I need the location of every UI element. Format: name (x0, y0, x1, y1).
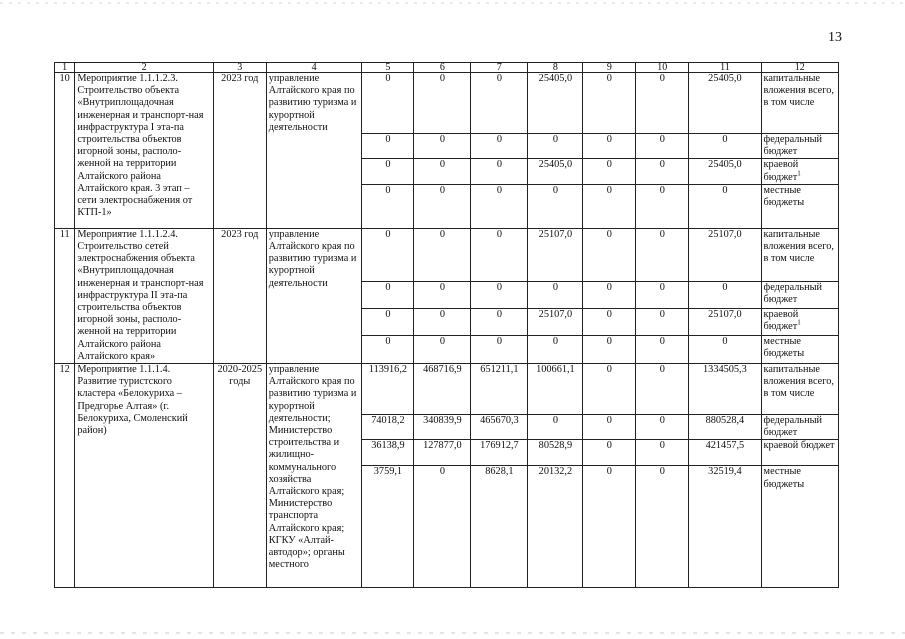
amount-cell-10: 0 (636, 159, 689, 184)
column-header: 4 (266, 63, 362, 73)
row-number-cell: 12 (55, 364, 75, 588)
amount-cell-9: 0 (583, 309, 636, 336)
column-header: 10 (636, 63, 689, 73)
column-header: 5 (362, 63, 414, 73)
amount-cell-5: 113916,2 (362, 364, 414, 415)
amount-cell-11: 1334505,3 (689, 364, 761, 415)
amount-cell-6: 0 (414, 466, 471, 588)
amount-cell-6: 468716,9 (414, 364, 471, 415)
column-header: 7 (471, 63, 528, 73)
amount-cell-5: 0 (362, 184, 414, 228)
amount-cell-6: 0 (414, 228, 471, 281)
executor-cell: управление Алтайского края по развитию туризма и курортной деятельности; Министерство строительства и жилищно-коммунального хозяйства Алтайского края; Министерство транспорта Алтайского края; КГКУ «Алтай-автодор»; органы местного (266, 364, 362, 588)
amount-cell-9: 0 (583, 336, 636, 364)
funding-source-cell (761, 228, 838, 281)
amount-cell-11: 32519,4 (689, 466, 761, 588)
amount-cell-8: 80528,9 (528, 440, 583, 466)
amount-cell-11: 0 (689, 134, 761, 159)
amount-cell-8: 0 (528, 134, 583, 159)
column-header: 12 (761, 63, 838, 73)
amount-cell-8: 0 (528, 282, 583, 309)
amount-cell-7: 465670,3 (471, 415, 528, 440)
funding-source-label: местные бюджеты (763, 184, 805, 209)
amount-cell-6: 0 (414, 73, 471, 134)
funding-source-cell (761, 364, 838, 415)
funding-source-label: краевой бюджет (763, 440, 835, 452)
amount-cell-9: 0 (583, 134, 636, 159)
row-number-cell: 10 (55, 73, 75, 229)
event-name-cell: Мероприятие 1.1.1.2.3. Строительство объекта «Внутриплощадочная инженерная и транспорт-ная инфраструктура I эта-па строительства объектов игорной зоны, располо-женной на территории Алтайского района Алтайского края. 3 этап – сети электроснабжения от КТП-1» (75, 73, 213, 229)
executor-cell: управление Алтайского края по развитию туризма и курортной деятельности (266, 228, 362, 363)
amount-cell-6: 0 (414, 159, 471, 184)
table-row (55, 364, 839, 415)
amount-cell-11: 25405,0 (689, 73, 761, 134)
page-number: 13 (828, 30, 842, 45)
amount-cell-9: 0 (583, 184, 636, 228)
funding-source-cell (761, 336, 838, 364)
funding-source-label: капитальные вложения всего, в том числе (763, 364, 834, 400)
table-row (55, 228, 839, 281)
amount-cell-6: 127877,0 (414, 440, 471, 466)
amount-cell-9: 0 (583, 73, 636, 134)
amount-cell-5: 0 (362, 228, 414, 281)
amount-cell-5: 0 (362, 282, 414, 309)
amount-cell-9: 0 (583, 415, 636, 440)
amount-cell-9: 0 (583, 440, 636, 466)
amount-cell-8: 25405,0 (528, 159, 583, 184)
amount-cell-5: 0 (362, 309, 414, 336)
years-cell: 2020-2025 годы (213, 364, 266, 588)
amount-cell-6: 0 (414, 184, 471, 228)
amount-cell-7: 0 (471, 336, 528, 364)
funding-source-label: местные бюджеты (763, 466, 805, 490)
amount-cell-8: 25405,0 (528, 73, 583, 134)
amount-cell-6: 0 (414, 336, 471, 364)
amount-cell-7: 8628,1 (471, 466, 528, 588)
amount-cell-8: 0 (528, 336, 583, 364)
funding-source-label: капитальные вложения всего, в том числе (763, 228, 834, 265)
amount-cell-7: 651211,1 (471, 364, 528, 415)
amount-cell-8: 0 (528, 415, 583, 440)
funding-source-label: краевой бюджет (763, 159, 799, 183)
amount-cell-10: 0 (636, 415, 689, 440)
amount-cell-9: 0 (583, 364, 636, 415)
funding-source-cell (761, 440, 838, 466)
amount-cell-5: 36138,9 (362, 440, 414, 466)
amount-cell-11: 0 (689, 282, 761, 309)
amount-cell-9: 0 (583, 228, 636, 281)
amount-cell-11: 880528,4 (689, 415, 761, 440)
amount-cell-10: 0 (636, 73, 689, 134)
amount-cell-8: 20132,2 (528, 466, 583, 588)
amount-cell-10: 0 (636, 228, 689, 281)
amount-cell-6: 0 (414, 282, 471, 309)
amount-cell-7: 0 (471, 282, 528, 309)
amount-cell-7: 0 (471, 73, 528, 134)
amount-cell-8: 25107,0 (528, 309, 583, 336)
amount-cell-11: 0 (689, 184, 761, 228)
amount-cell-9: 0 (583, 282, 636, 309)
executor-cell: управление Алтайского края по развитию туризма и курортной деятельности (266, 73, 362, 229)
column-header: 11 (689, 63, 761, 73)
amount-cell-6: 0 (414, 134, 471, 159)
amount-cell-5: 0 (362, 73, 414, 134)
amount-cell-10: 0 (636, 466, 689, 588)
amount-cell-10: 0 (636, 134, 689, 159)
amount-cell-5: 74018,2 (362, 415, 414, 440)
footnote-marker: 1 (797, 169, 801, 178)
years-cell: 2023 год (213, 73, 266, 229)
scan-artifact-bottom (0, 632, 905, 634)
amount-cell-8: 0 (528, 184, 583, 228)
column-header: 2 (75, 63, 213, 73)
amount-cell-9: 0 (583, 159, 636, 184)
funding-source-cell (761, 159, 838, 184)
column-header: 6 (414, 63, 471, 73)
amount-cell-10: 0 (636, 440, 689, 466)
amount-cell-10: 0 (636, 364, 689, 415)
amount-cell-8: 25107,0 (528, 228, 583, 281)
amount-cell-8: 100661,1 (528, 364, 583, 415)
funding-source-cell (761, 184, 838, 228)
funding-source-label: федеральный бюджет (763, 134, 823, 158)
amount-cell-9: 0 (583, 466, 636, 588)
amount-cell-11: 25107,0 (689, 309, 761, 336)
amount-cell-7: 0 (471, 184, 528, 228)
amount-cell-5: 0 (362, 134, 414, 159)
column-header: 8 (528, 63, 583, 73)
funding-source-cell (761, 134, 838, 159)
funding-source-cell (761, 466, 838, 588)
amount-cell-11: 25107,0 (689, 228, 761, 281)
amount-cell-10: 0 (636, 282, 689, 309)
amount-cell-10: 0 (636, 309, 689, 336)
amount-cell-10: 0 (636, 336, 689, 364)
funding-source-cell (761, 415, 838, 440)
funding-source-cell (761, 309, 838, 336)
funding-source-label: капитальные вложения всего, в том числе (763, 73, 834, 109)
amount-cell-7: 0 (471, 159, 528, 184)
column-number-row (55, 63, 839, 73)
funding-source-cell (761, 73, 838, 134)
years-cell: 2023 год (213, 228, 266, 363)
funding-source-cell (761, 282, 838, 309)
amount-cell-7: 0 (471, 228, 528, 281)
amount-cell-11: 421457,5 (689, 440, 761, 466)
column-header: 1 (55, 63, 75, 73)
footnote-marker: 1 (797, 318, 801, 327)
amount-cell-5: 3759,1 (362, 466, 414, 588)
amount-cell-7: 0 (471, 134, 528, 159)
column-header: 9 (583, 63, 636, 73)
amount-cell-11: 25405,0 (689, 159, 761, 184)
funding-source-label: федеральный бюджет (763, 415, 823, 439)
amount-cell-11: 0 (689, 336, 761, 364)
amount-cell-5: 0 (362, 336, 414, 364)
scan-artifact-top (0, 2, 905, 4)
funding-source-label: краевой бюджет (763, 309, 799, 333)
amount-cell-10: 0 (636, 184, 689, 228)
amount-cell-5: 0 (362, 159, 414, 184)
funding-source-label: местные бюджеты (763, 336, 805, 360)
event-name-cell: Мероприятие 1.1.1.2.4. Строительство сетей электроснабжения объекта «Внутриплощадочная инженерная и транспорт-ная инфраструктура II эта-па строительства объектов игорной зоны, располо-женной на территории Алтайского района Алтайского края» (75, 228, 213, 363)
funding-source-label: федеральный бюджет (763, 282, 823, 306)
amount-cell-6: 0 (414, 309, 471, 336)
amount-cell-7: 176912,7 (471, 440, 528, 466)
row-number-cell: 11 (55, 228, 75, 363)
amount-cell-6: 340839,9 (414, 415, 471, 440)
table-row (55, 73, 839, 134)
column-header: 3 (213, 63, 266, 73)
amount-cell-7: 0 (471, 309, 528, 336)
program-table (54, 62, 839, 588)
event-name-cell: Мероприятие 1.1.1.4. Развитие туристского кластера «Белокуриха – Предгорье Алтая» (г. Белокуриха, Смоленский район) (75, 364, 213, 588)
